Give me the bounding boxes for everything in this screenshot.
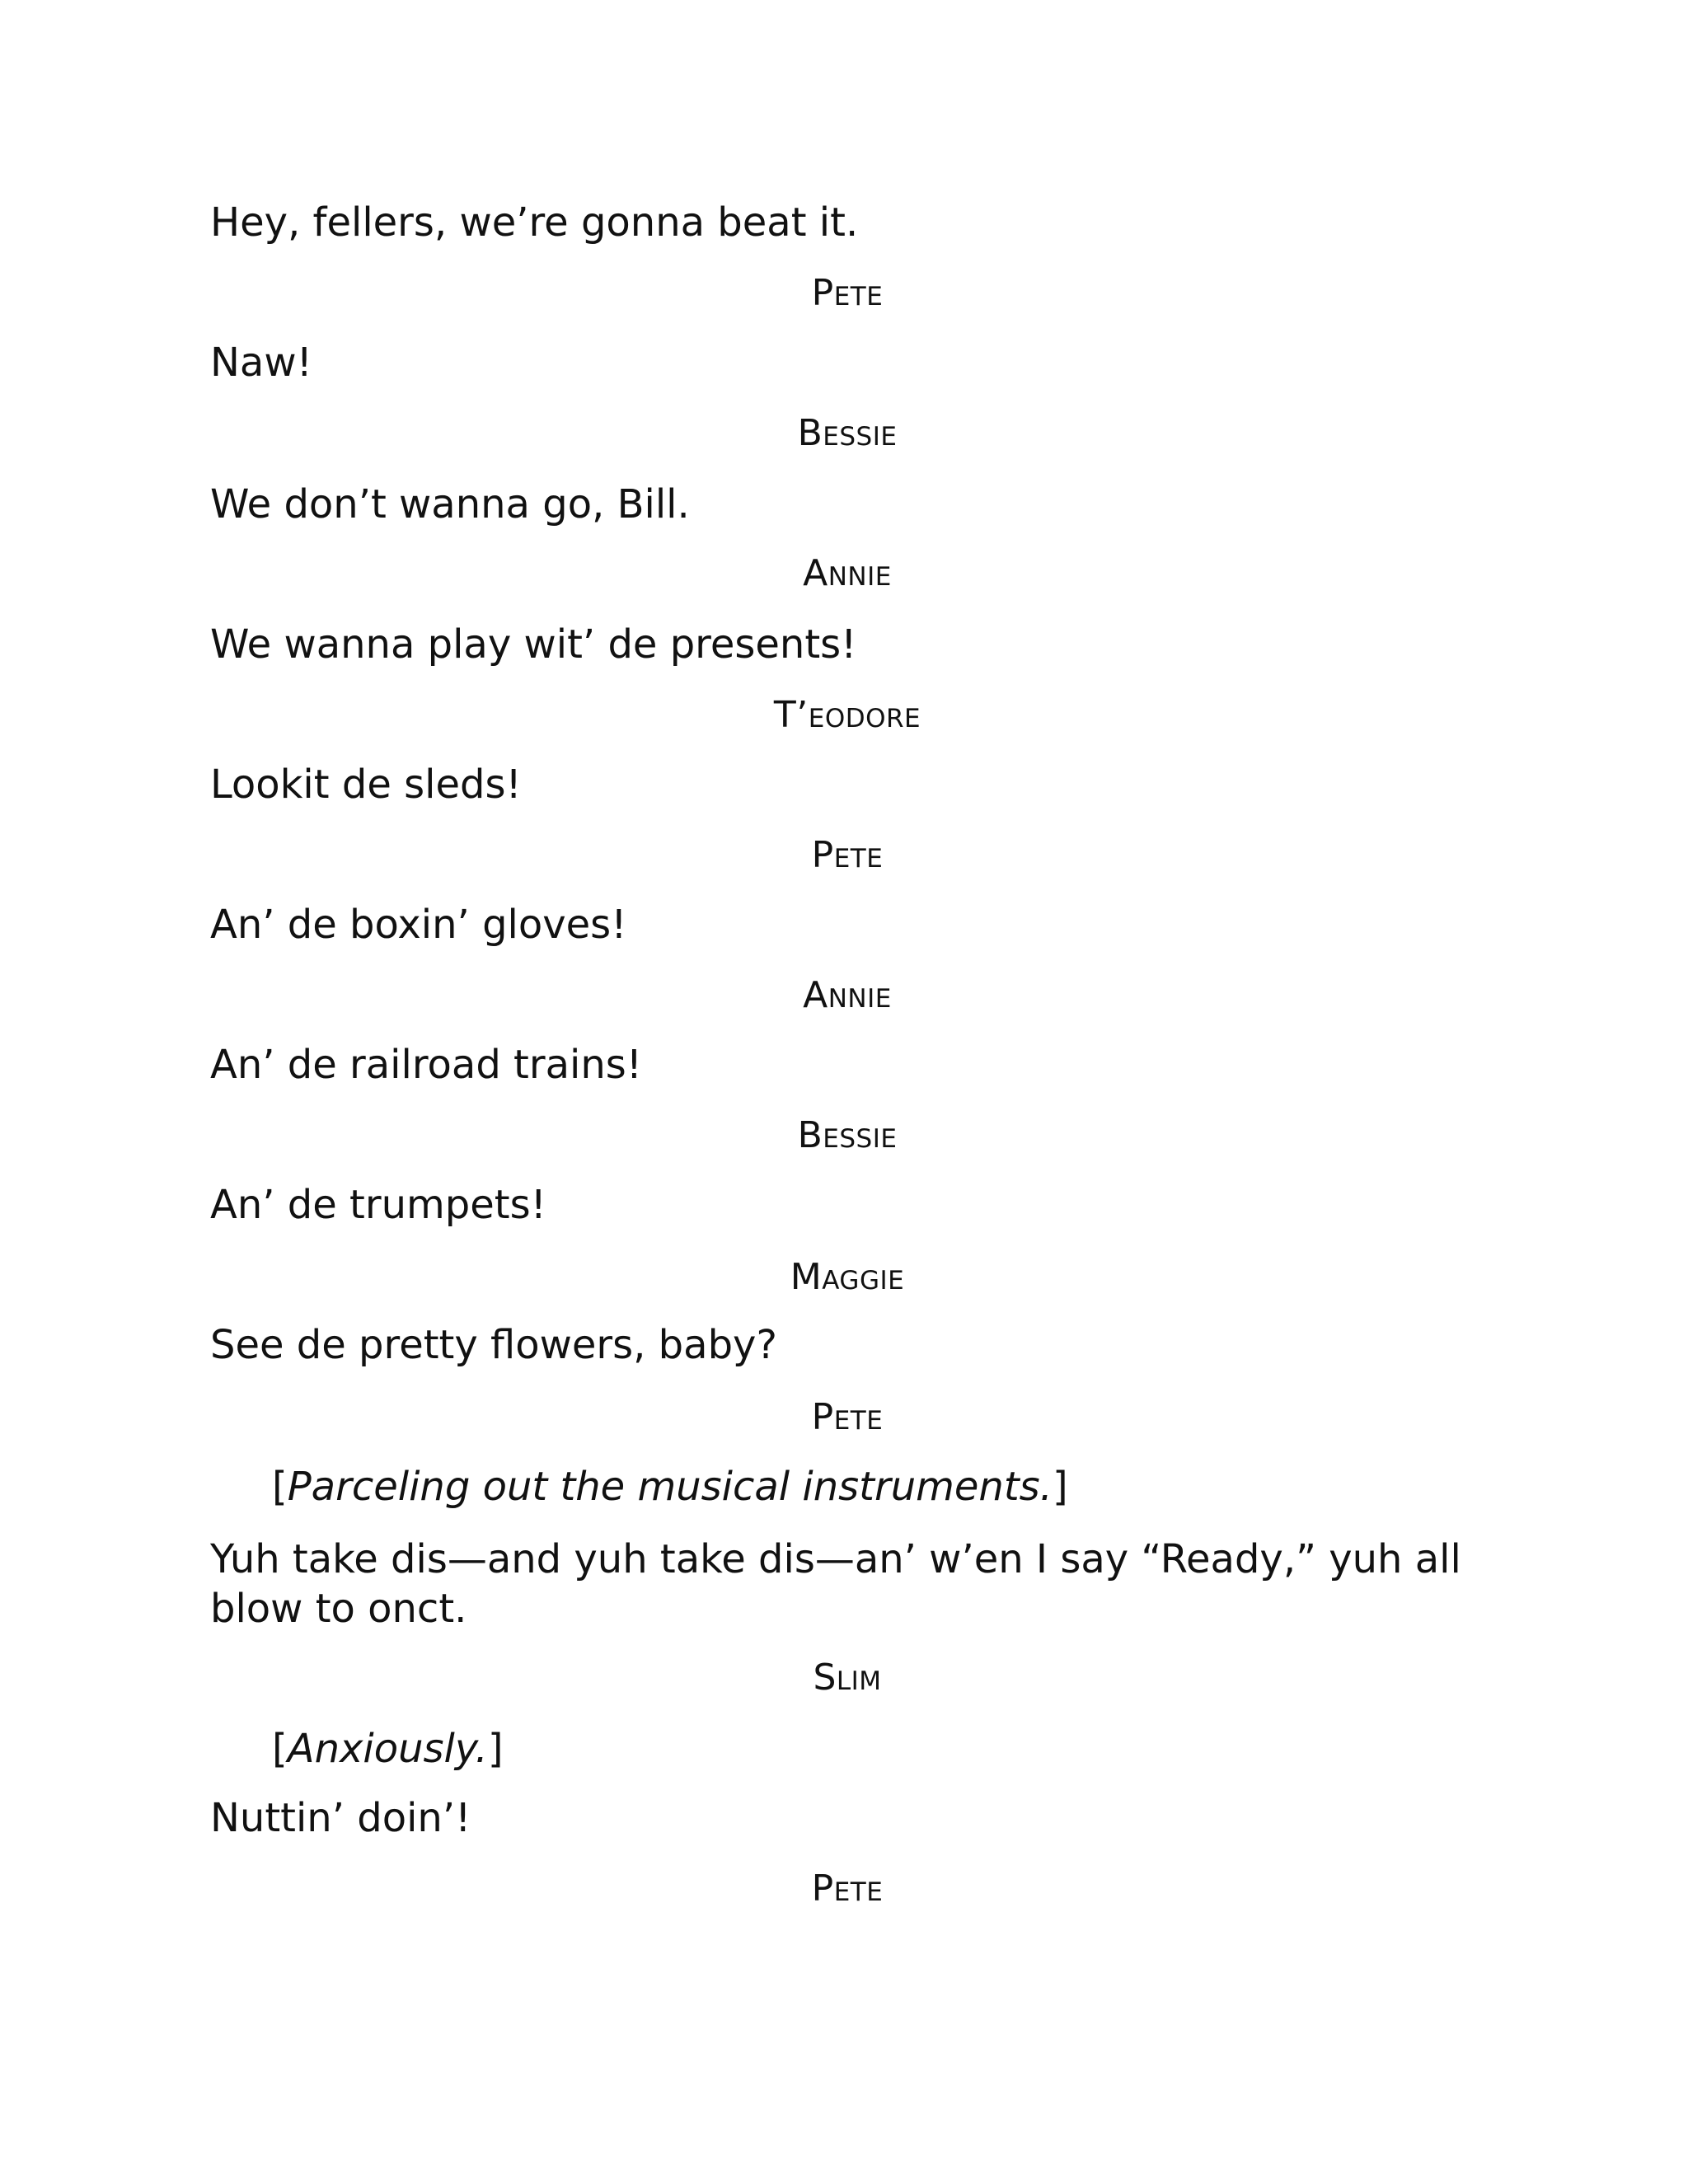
stage-direction-text: Parceling out the musical instruments. (287, 1464, 1053, 1510)
dialogue-line: Yuh take dis—and yuh take dis—an’ w’en I say “Ready,” yuh all blow to onct. (210, 1536, 1461, 1632)
dialogue-line: An’ de railroad trains! (210, 1042, 643, 1088)
dialogue-line: An’ de trumpets! (210, 1182, 546, 1228)
dialogue-line: Naw! (210, 340, 312, 386)
speaker-name: Maggie (790, 1256, 905, 1298)
speaker-name: Slim (813, 1657, 882, 1699)
dialogue-line: Lookit de sleds! (210, 762, 522, 808)
speaker-name: Annie (803, 552, 892, 594)
stage-direction: [Parceling out the musical instruments.] (272, 1464, 1068, 1510)
dialogue-line: Nuttin’ doin’! (210, 1795, 471, 1841)
dialogue-line: Hey, fellers, we’re gonna beat it. (210, 199, 859, 246)
dialogue-line: We wanna play wit’ de presents! (210, 621, 857, 668)
speaker-name: Annie (803, 974, 892, 1016)
speaker-name: Bessie (797, 1114, 898, 1156)
stage-direction: [Anxiously.] (272, 1726, 504, 1772)
dialogue-line: See de pretty flowers, baby? (210, 1322, 777, 1368)
speaker-name: Pete (811, 1868, 884, 1910)
speaker-name: Pete (811, 834, 884, 876)
stage-direction-text: Anxiously. (287, 1726, 488, 1772)
dialogue-line: An’ de boxin’ gloves! (210, 902, 627, 948)
dialogue-line: We don’t wanna go, Bill. (210, 481, 690, 527)
speaker-name: T’eodore (773, 694, 921, 736)
speaker-name: Pete (811, 272, 884, 314)
speaker-name: Bessie (797, 412, 898, 454)
speaker-name: Pete (811, 1396, 884, 1438)
